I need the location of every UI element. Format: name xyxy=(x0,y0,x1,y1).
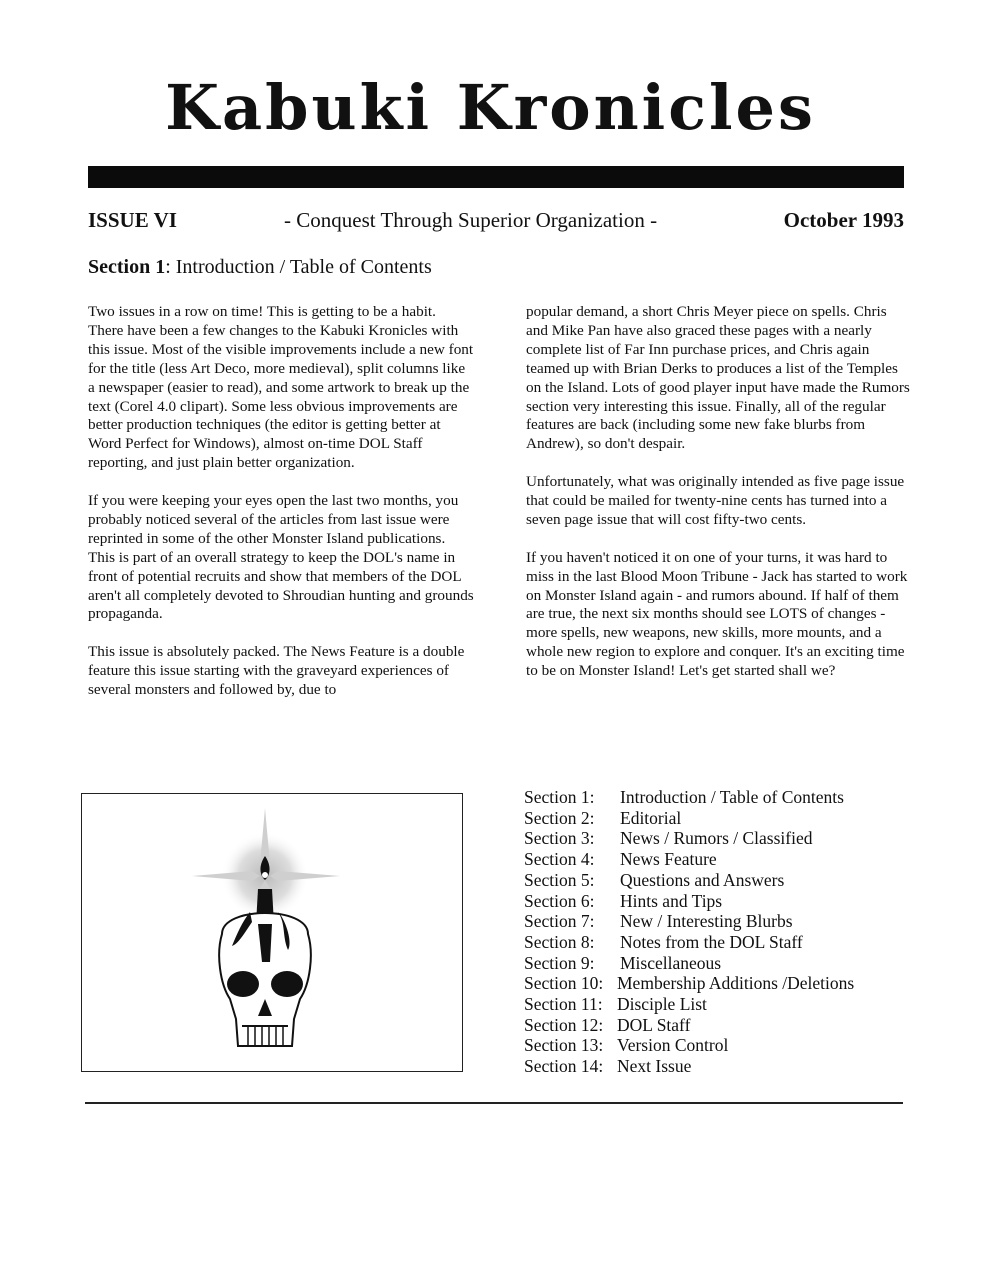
toc-title: Editorial xyxy=(620,807,682,828)
paragraph: If you were keeping your eyes open the last two months, you probably noticed several of the articles from last issue were reprinted in some of the other Monster Island publications. This is part of an overall strategy to keep the DOL's name in front of potential recruits and show that members of the DOL aren't all completely devoted to Shroudian hunting and grounds propaganda. xyxy=(88,492,474,623)
toc-title: Notes from the DOL Staff xyxy=(620,931,803,952)
section-heading xyxy=(88,256,432,279)
toc-title: New / Interesting Blurbs xyxy=(620,911,793,932)
toc-section: Section 13: xyxy=(524,1035,604,1056)
toc-row[interactable] xyxy=(524,870,904,891)
toc-row[interactable] xyxy=(524,787,904,808)
toc-title: Miscellaneous xyxy=(620,952,722,973)
paragraph: Two issues in a row on time! This is getting to be a habit. There have been a few changes to the Kabuki Kronicles with this issue. Most of the visible improvements include a new font for the title (less Art Deco, more medieval), split columns like a newspaper (easier to read), and some artwork to break up the text (Corel 4.0 clipart). Some less obvious improvements are better production techniques (the editor is getting better at Word Perfect for Windows), almost on-time DOL Staff reporting, and just plain better organization. xyxy=(88,303,474,472)
toc-row[interactable] xyxy=(524,953,904,974)
toc-row[interactable] xyxy=(524,911,904,932)
illustration-frame xyxy=(81,793,463,1072)
issue-motto: - Conquest Through Superior Organization - xyxy=(284,208,658,232)
toc-row[interactable] xyxy=(524,808,904,829)
masthead-title: Kabuki Kronicles xyxy=(165,71,816,144)
toc-row[interactable] xyxy=(524,973,904,994)
issue-line xyxy=(88,208,904,236)
toc-section: Section 14: xyxy=(524,1056,604,1077)
toc-section: Section 3: xyxy=(524,828,595,849)
toc-title: Next Issue xyxy=(617,1056,692,1077)
paragraph: popular demand, a short Chris Meyer piece on spells. Chris and Mike Pan have also graced these pages with a nearly complete list of Far Inn purchase prices, and Chris again teamed up with Brian Derks to produces a list of the Temples on the Island. Lots of good player input have made the Rumors section very interesting this issue. Finally, all of the regular features are back (including some new fake blurbs from Andrew), so don't despair. xyxy=(526,303,910,453)
toc-section: Section 11: xyxy=(524,994,603,1015)
paragraph: Unfortunately, what was originally intended as five page issue that could be mailed for twenty-nine cents has turned into a seven page issue that will cost fifty-two cents. xyxy=(526,473,905,528)
issue-date: October 1993 xyxy=(783,208,904,232)
toc-title: Questions and Answers xyxy=(620,869,785,890)
toc-title: DOL Staff xyxy=(617,1014,691,1035)
bottom-divider xyxy=(85,1102,903,1104)
toc-section: Section 6: xyxy=(524,890,595,911)
section-heading-title: : Introduction / Table of Contents xyxy=(165,256,432,278)
toc-title: Introduction / Table of Contents xyxy=(620,787,844,807)
paragraph: If you haven't noticed it on one of your turns, it was hard to miss in the last Blood Moon Tribune - Jack has started to work on Monster Island again - and rumors abound. If half of them are true, the next six months should see LOTS of changes - more spells, new weapons, new skills, more mounts, and a whole new region to explore and conquer. It's an exciting time to be on Monster Island! Let's get started shall we? xyxy=(526,548,908,680)
section-heading-label: Section 1 xyxy=(88,256,166,278)
skull-candle-icon xyxy=(82,794,462,1071)
toc-row[interactable] xyxy=(524,1015,904,1036)
toc-title: Disciple List xyxy=(617,994,707,1015)
toc-title: News / Rumors / Classified xyxy=(620,828,813,849)
toc-section: Section 9: xyxy=(524,952,595,973)
toc-row[interactable] xyxy=(524,1056,904,1077)
toc-title: Version Control xyxy=(617,1035,729,1056)
toc-section: Section 10: xyxy=(524,973,604,994)
toc-section: Section 1: xyxy=(524,787,595,807)
toc-row[interactable] xyxy=(524,994,904,1015)
toc-title: Membership Additions /Deletions xyxy=(617,973,855,994)
issue-number: ISSUE VI xyxy=(88,208,177,232)
toc-section: Section 5: xyxy=(524,869,595,890)
toc-section: Section 8: xyxy=(524,931,595,952)
toc-section: Section 7: xyxy=(524,911,595,932)
toc-row[interactable] xyxy=(524,828,904,849)
toc-section: Section 2: xyxy=(524,807,595,828)
masthead-bar xyxy=(88,166,904,188)
toc-row[interactable] xyxy=(524,849,904,870)
table-of-contents xyxy=(524,787,904,1077)
toc-row[interactable] xyxy=(524,1035,904,1056)
toc-section: Section 4: xyxy=(524,849,595,870)
toc-section: Section 12: xyxy=(524,1014,604,1035)
toc-title: News Feature xyxy=(620,849,717,870)
toc-title: Hints and Tips xyxy=(620,890,723,911)
article-column-left xyxy=(88,303,474,719)
toc-row[interactable] xyxy=(524,932,904,953)
article-column-right xyxy=(526,303,912,700)
toc-row[interactable] xyxy=(524,891,904,912)
paragraph: This issue is absolutely packed. The News Feature is a double feature this issue starting with the graveyard experiences of several monsters and followed by, due to xyxy=(88,643,465,699)
